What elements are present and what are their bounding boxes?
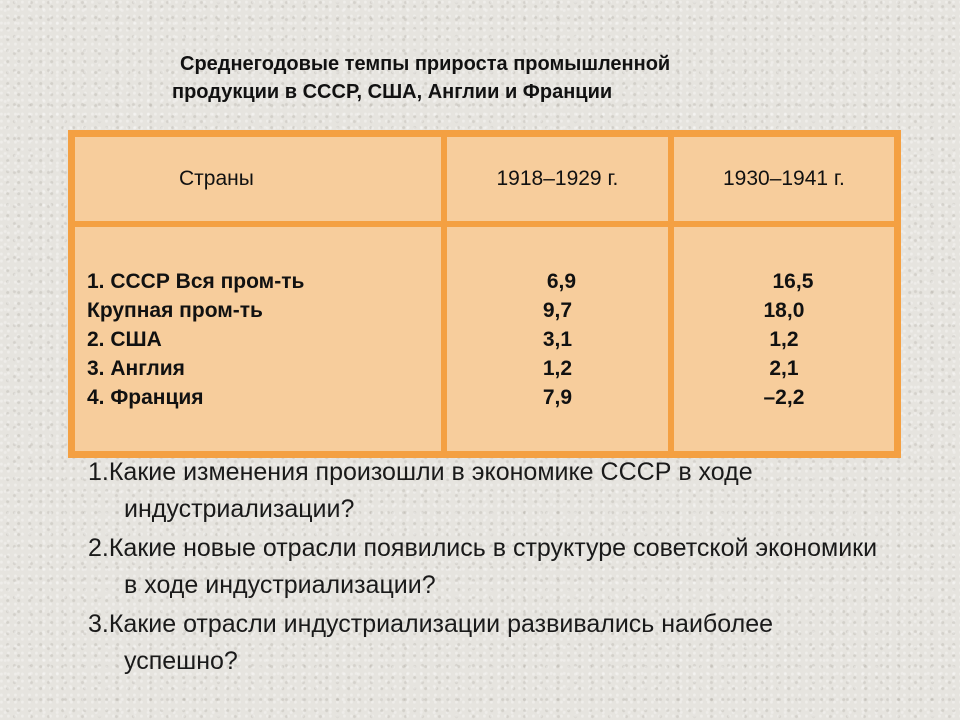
value-1930-1941: 18,0 xyxy=(763,298,805,322)
title-line-2: продукции в СССР, США, Англии и Франции xyxy=(172,81,613,103)
header-period-1930-1941: 1930–1941 г. xyxy=(671,134,897,224)
growth-table xyxy=(68,130,901,458)
question-item: 2.Какие новые отрасли появились в структуре советской экономики в ходе индустриализации? xyxy=(88,534,878,599)
value-1930-1941: –2,2 xyxy=(763,385,805,409)
question-item: 3.Какие отрасли индустриализации развивались наиболее успешно? xyxy=(88,610,773,675)
value-1918-1929: 7,9 xyxy=(542,385,573,409)
value-1930-1941: 1,2 xyxy=(769,327,799,351)
value-1930-1941: 16,5 xyxy=(772,269,814,293)
slide-title xyxy=(172,50,812,106)
countries-cell xyxy=(72,224,444,454)
country-label: Крупная пром-ть xyxy=(87,298,263,322)
values-1930-1941-cell xyxy=(671,224,897,454)
table-body-row xyxy=(72,224,897,454)
value-1918-1929: 1,2 xyxy=(542,356,573,380)
table-header-row xyxy=(72,134,897,224)
header-period-1918-1929: 1918–1929 г. xyxy=(444,134,671,224)
country-label: 1. СССР Вся пром-ть xyxy=(87,269,305,293)
title-line-1: Среднегодовые темпы прироста промышленной xyxy=(180,53,671,75)
question-item: 1.Какие изменения произошли в экономике СССР в ходе индустриализации? xyxy=(88,458,753,523)
questions-list xyxy=(88,454,888,682)
values-1918-1929-cell xyxy=(444,224,671,454)
value-1918-1929: 6,9 xyxy=(546,269,577,293)
value-1918-1929: 3,1 xyxy=(542,327,573,351)
header-countries: Страны xyxy=(72,134,444,224)
value-1930-1941: 2,1 xyxy=(769,356,799,380)
country-label: 4. Франция xyxy=(87,385,204,409)
value-1918-1929: 9,7 xyxy=(542,298,573,322)
country-label: 3. Англия xyxy=(87,356,185,380)
country-label: 2. США xyxy=(87,327,162,351)
